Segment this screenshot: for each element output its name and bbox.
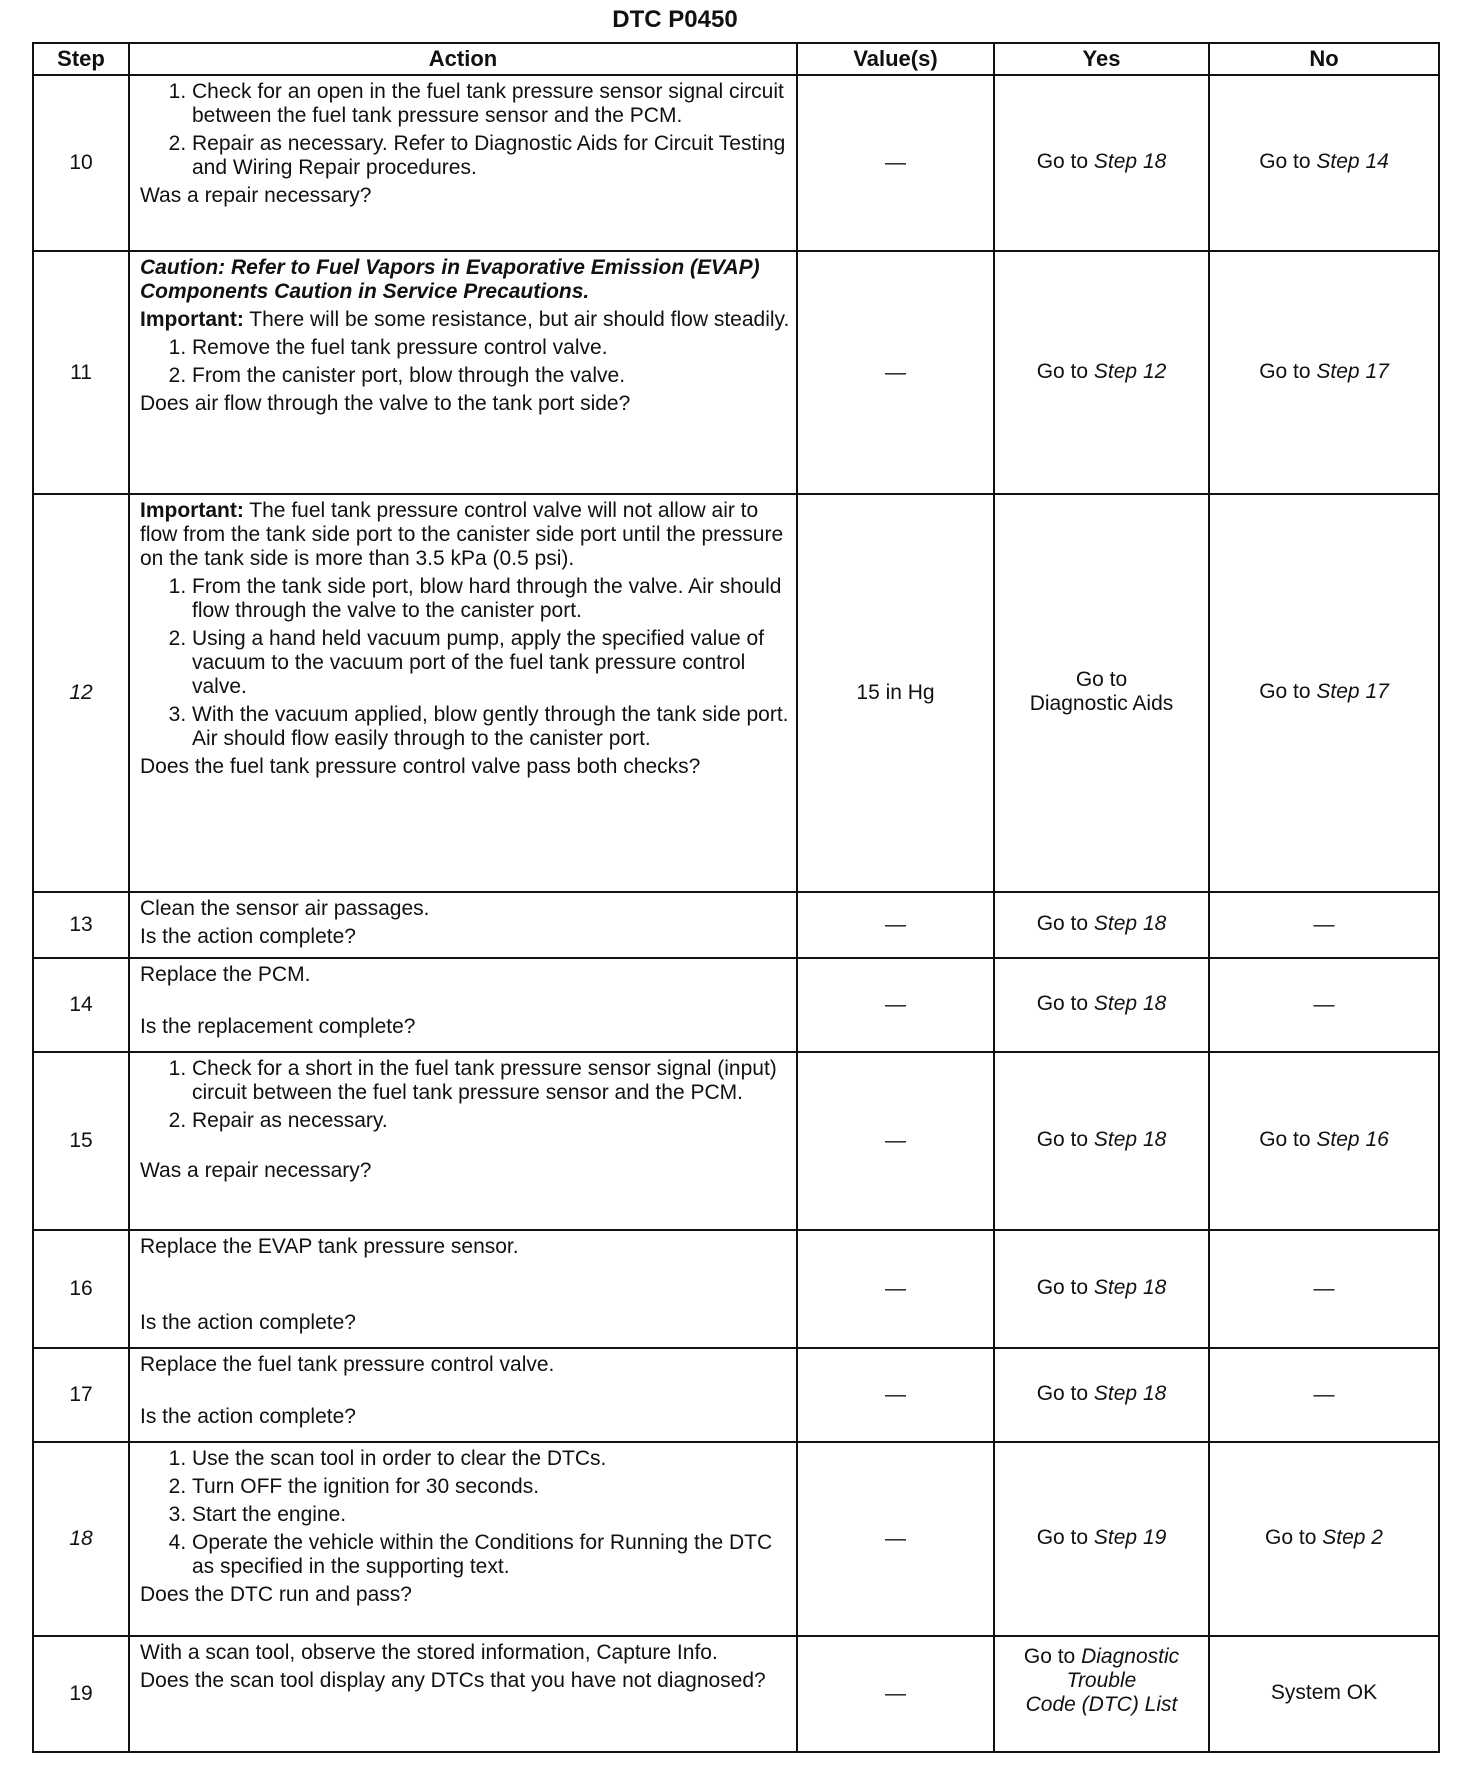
action-cell [129, 494, 797, 892]
yes-diagnostic-aids-link[interactable]: Diagnostic Aids [1029, 692, 1174, 715]
action-item: 3. Start the engine. [192, 1503, 790, 1527]
no-cell: — [1209, 1348, 1439, 1442]
step-number: 12 [33, 494, 129, 892]
yes-cell: Go to Step 12 [994, 251, 1209, 494]
system-ok-text: System OK [1270, 1681, 1378, 1704]
action-list [140, 336, 790, 388]
yes-cell: Go to Step 18 [994, 1230, 1209, 1348]
action-question: Is the action complete? [140, 1311, 356, 1334]
header-yes: Yes [994, 43, 1209, 75]
action-item: 2. Repair as necessary. [192, 1109, 790, 1133]
step-number: 14 [33, 958, 129, 1052]
value-cell: — [797, 892, 994, 958]
action-item: 2. Repair as necessary. Refer to Diagnostic Aids for Circuit Testing and Wiring Repair procedures. [192, 132, 790, 180]
step-number: 16 [33, 1230, 129, 1348]
action-cell [129, 1348, 797, 1442]
yes-step-link[interactable]: 18 [1142, 912, 1167, 935]
table-row [33, 1636, 1439, 1752]
yes-step-link[interactable]: 18 [1142, 1276, 1167, 1299]
yes-cell [994, 1636, 1209, 1752]
important-note: Important: There will be some resistance, but air should flow steadily. [140, 308, 790, 331]
yes-step-link[interactable]: 19 [1142, 1526, 1167, 1549]
action-cell [129, 892, 797, 958]
yes-cell: Go to Step 18 [994, 958, 1209, 1052]
yes-step-link[interactable]: 18 [1142, 1128, 1167, 1151]
action-text: Replace the fuel tank pressure control valve. [140, 1353, 555, 1376]
page-title: DTC P0450 [612, 6, 738, 33]
yes-step-link[interactable]: 12 [1142, 359, 1167, 383]
action-question: Does the scan tool display any DTCs that you have not diagnosed? [140, 1669, 766, 1692]
no-cell: Go to Step 2 [1209, 1442, 1439, 1636]
action-item: 1. Check for an open in the fuel tank pressure sensor signal circuit between the fuel tank pressure sensor and the PCM. [192, 80, 790, 128]
step-number: 13 [33, 892, 129, 958]
yes-step-link[interactable]: 18 [1142, 150, 1167, 173]
value-cell: — [797, 1052, 994, 1230]
action-cell [129, 1636, 797, 1752]
no-cell: — [1209, 1230, 1439, 1348]
yes-dtc-list-link[interactable]: Go to Diagnostic Trouble Code (DTC) List [1023, 1645, 1180, 1716]
step-number: 18 [33, 1442, 129, 1636]
no-step-link[interactable]: 16 [1365, 1128, 1389, 1151]
no-cell: — [1209, 958, 1439, 1052]
no-step-link[interactable]: 17 [1365, 359, 1389, 383]
action-item: 2. From the canister port, blow through the valve. [192, 364, 790, 388]
action-item: 1. From the tank side port, blow hard through the valve. Air should flow through the valve to the canister port. [192, 575, 790, 623]
no-cell: Go to Step 17 [1209, 251, 1439, 494]
action-item: 4. Operate the vehicle within the Conditions for Running the DTC as specified in the supporting text. [192, 1531, 790, 1579]
action-question: Is the action complete? [140, 1405, 356, 1428]
action-question: Was a repair necessary? [140, 184, 372, 207]
action-list [140, 1057, 790, 1133]
action-cell [129, 251, 797, 494]
table-row [33, 892, 1439, 958]
no-step-link[interactable]: 2 [1371, 1526, 1383, 1549]
value-cell: — [797, 1442, 994, 1636]
action-cell [129, 1230, 797, 1348]
diagnostic-table [32, 42, 1440, 1753]
action-item: 1. Check for a short in the fuel tank pressure sensor signal (input) circuit between the fuel tank pressure sensor and the PCM. [192, 1057, 790, 1105]
yes-cell: Go to Step 18 [994, 75, 1209, 251]
step-number: 17 [33, 1348, 129, 1442]
yes-cell: Go to Step 18 [994, 1348, 1209, 1442]
action-text: Replace the EVAP tank pressure sensor. [140, 1235, 519, 1258]
no-cell: Go to Step 16 [1209, 1052, 1439, 1230]
table-row [33, 958, 1439, 1052]
value-cell: — [797, 1230, 994, 1348]
table-row [33, 494, 1439, 892]
value-cell: 15 in Hg [797, 494, 994, 892]
header-row [33, 43, 1439, 75]
action-cell [129, 1442, 797, 1636]
action-question: Is the replacement complete? [140, 1015, 416, 1038]
action-question: Was a repair necessary? [140, 1159, 372, 1182]
value-cell: — [797, 75, 994, 251]
action-item: 1. Remove the fuel tank pressure control valve. [192, 336, 790, 360]
yes-cell: Go to Step 19 [994, 1442, 1209, 1636]
header-step: Step [33, 43, 129, 75]
action-item: 3. With the vacuum applied, blow gently through the tank side port. Air should flow easily through to the canister port. [192, 703, 790, 751]
action-list [140, 575, 790, 751]
table-row [33, 1348, 1439, 1442]
step-number: 19 [33, 1636, 129, 1752]
yes-cell: Go to Step 18 [994, 892, 1209, 958]
action-text: With a scan tool, observe the stored information, Capture Info. [140, 1641, 718, 1664]
no-step-link[interactable]: 14 [1365, 150, 1389, 173]
header-no: No [1209, 43, 1439, 75]
caution-note: Caution: Refer to Fuel Vapors in Evaporative Emission (EVAP) Components Caution in Service Precautions. [140, 256, 760, 303]
no-cell: — [1209, 892, 1439, 958]
no-cell: Go to Step 17 [1209, 494, 1439, 892]
action-text: Clean the sensor air passages. [140, 897, 430, 920]
action-cell [129, 958, 797, 1052]
table-row [33, 251, 1439, 494]
value-cell: — [797, 958, 994, 1052]
no-cell [1209, 1636, 1439, 1752]
yes-step-link[interactable]: 18 [1142, 992, 1167, 1015]
action-text: Replace the PCM. [140, 963, 311, 986]
table-row [33, 1230, 1439, 1348]
action-list [140, 80, 790, 180]
table-row [33, 1052, 1439, 1230]
value-cell: — [797, 1636, 994, 1752]
no-step-link[interactable]: 17 [1365, 680, 1389, 703]
action-question: Does the fuel tank pressure control valve pass both checks? [140, 755, 701, 778]
no-cell: Go to Step 14 [1209, 75, 1439, 251]
step-number: 15 [33, 1052, 129, 1230]
action-list [140, 1447, 790, 1579]
action-item: 1. Use the scan tool in order to clear the DTCs. [192, 1447, 790, 1471]
important-note: Important: The fuel tank pressure control valve will not allow air to flow from the tank side port to the canister side port until the pressure on the tank side is more than 3.5 kPa (0.5 psi). [140, 499, 784, 570]
action-question: Does the DTC run and pass? [140, 1583, 412, 1606]
header-action: Action [129, 43, 797, 75]
action-item: 2. Turn OFF the ignition for 30 seconds. [192, 1475, 790, 1499]
action-cell [129, 1052, 797, 1230]
yes-cell: Go to Step 18 [994, 1052, 1209, 1230]
yes-step-link[interactable]: 18 [1142, 1382, 1167, 1405]
header-values: Value(s) [797, 43, 994, 75]
step-number: 10 [33, 75, 129, 251]
action-cell [129, 75, 797, 251]
action-question: Is the action complete? [140, 925, 356, 948]
value-cell: — [797, 1348, 994, 1442]
action-question: Does air flow through the valve to the tank port side? [140, 392, 631, 415]
table-row [33, 1442, 1439, 1636]
step-number: 11 [33, 251, 129, 494]
value-cell: — [797, 251, 994, 494]
action-item: 2. Using a hand held vacuum pump, apply the specified value of vacuum to the vacuum port of the fuel tank pressure control valve. [192, 627, 790, 699]
yes-cell: Go to Diagnostic Aids [994, 494, 1209, 892]
table-row [33, 75, 1439, 251]
